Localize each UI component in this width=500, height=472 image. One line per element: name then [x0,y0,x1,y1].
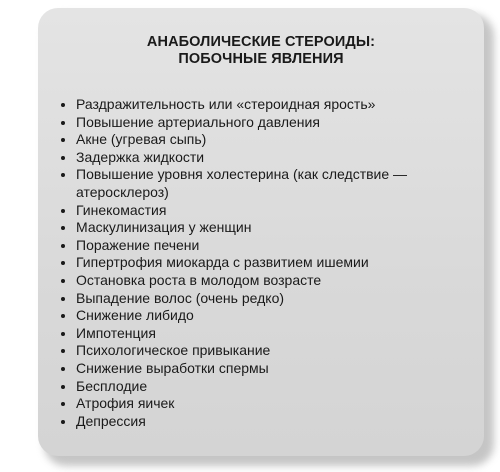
bullet-icon [61,209,65,213]
bullet-icon [61,279,65,283]
list-item-text: Акне (угревая сыпь) [76,131,207,148]
list-item-text: Повышение артериального давления [76,113,320,130]
list-item-text: Гинекомастия [76,201,167,218]
bullet-icon [61,244,65,248]
list-item-text: Маскулинизация у женщин [76,219,252,236]
list-item [60,395,470,413]
bullet-icon [61,367,65,371]
list-item-text: Снижение выработки спермы [76,359,269,376]
bullet-icon [61,261,65,265]
list-item [60,413,470,431]
list-item-text: Гипертрофия миокарда с развитием ишемии [76,254,369,271]
list-item-text: Атрофия яичек [76,395,175,412]
bullet-icon [61,314,65,318]
bullet-icon [61,332,65,336]
list-item [60,290,470,308]
list-item-text: Импотенция [76,324,156,341]
list-item-text: Снижение либидо [76,307,194,324]
list-item [60,360,470,378]
bullet-icon [61,156,65,160]
list-item [60,166,470,201]
list-item [60,307,470,325]
card-title [38,34,484,68]
list-item [60,202,470,220]
bullet-icon [61,420,65,424]
list-item [60,96,470,114]
card-title-line-2: ПОБОЧНЫЕ ЯВЛЕНИЯ [178,51,344,67]
list-item [60,272,470,290]
list-item-text: Поражение печени [76,236,200,253]
list-item-text: Раздражительность или «стероидная ярость» [76,96,376,112]
list-item-text: Остановка роста в молодом возрасте [76,271,322,288]
bullet-icon [61,402,65,406]
side-effects-list [60,96,470,430]
bullet-icon [61,138,65,142]
bullet-icon [61,349,65,353]
list-item [60,325,470,343]
list-item-text: Бесплодие [76,377,148,394]
bullet-icon [61,121,65,125]
list-item-text: Психологическое привыкание [76,342,271,359]
list-item [60,342,470,360]
bullet-icon [61,297,65,301]
list-item [60,219,470,237]
list-item [60,254,470,272]
list-item [60,149,470,167]
list-item [60,131,470,149]
bullet-icon [61,385,65,389]
bullet-icon [61,103,65,107]
list-item-text: Депрессия [76,412,146,429]
side-effects-card [38,8,484,456]
list-item-text: Повышение уровня холестерина (как следствие — атеросклероз) [76,166,408,200]
bullet-icon [61,173,65,177]
bullet-icon [61,226,65,230]
list-item-text: Выпадение волос (очень редко) [76,289,285,306]
list-item [60,114,470,132]
list-item [60,378,470,396]
list-item-text: Задержка жидкости [76,148,205,165]
list-item [60,237,470,255]
card-title-line-1: АНАБОЛИЧЕСКИЕ СТЕРОИДЫ: [146,34,376,50]
